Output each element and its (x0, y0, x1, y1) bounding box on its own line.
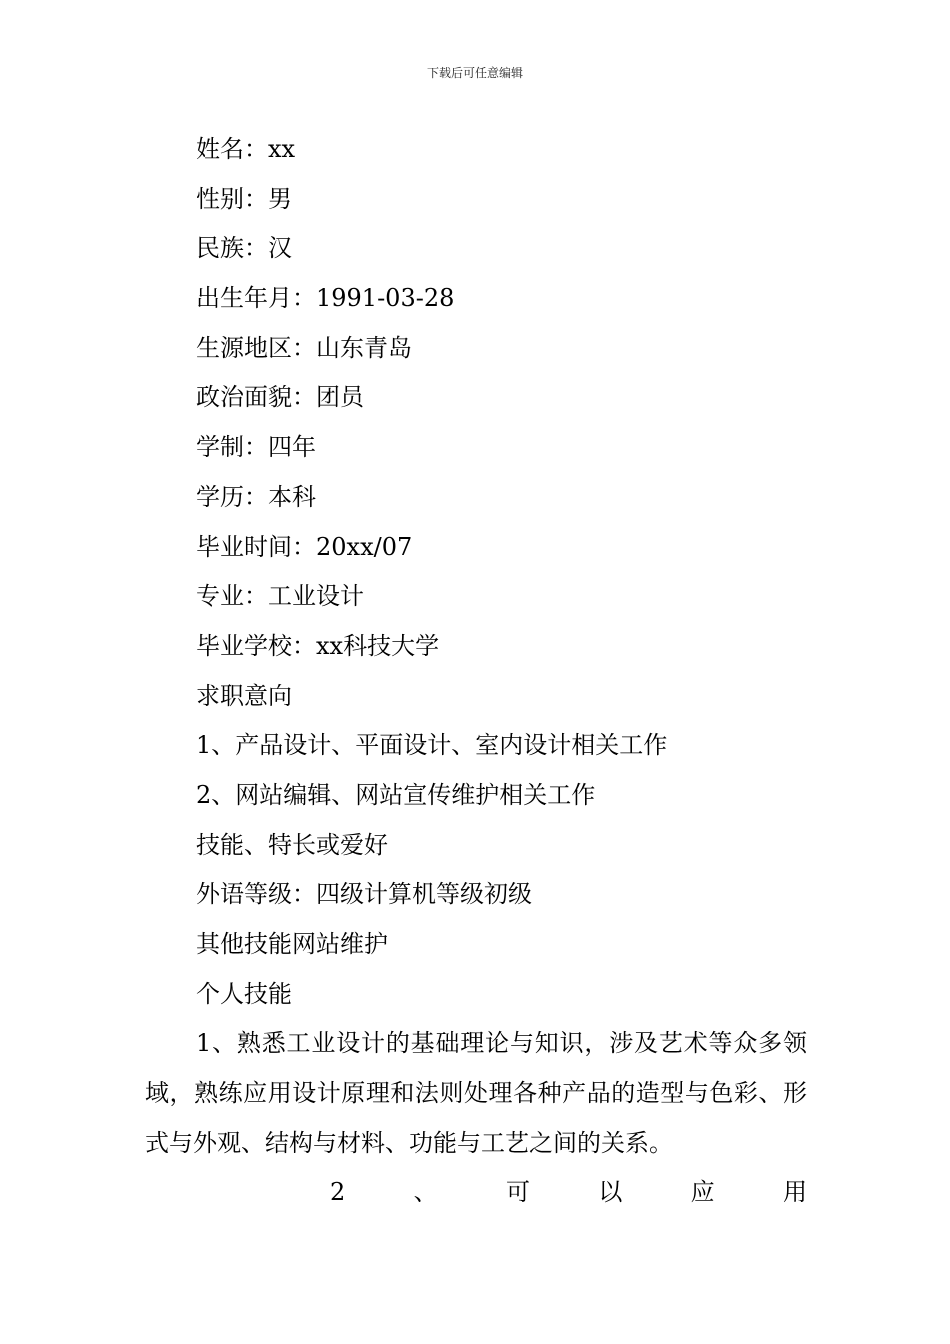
job-intention-item-2: 2、网站编辑、网站宣传维护相关工作 (196, 780, 596, 809)
section-heading-skills: 技能、特长或爱好 (196, 830, 388, 859)
field-education: 学历：本科 (196, 482, 316, 511)
field-gender: 性别：男 (196, 184, 292, 213)
personal-skill-paragraph-1: 1、熟悉工业设计的基础理论与知识，涉及艺术等众多领域，熟练应用设计原理和法则处理各种产品的造型与色彩、形式与外观、结构与材料、功能与工艺之间的关系。 (145, 1029, 807, 1157)
field-birth-date: 出生年月：1991-03-28 (196, 284, 455, 313)
field-origin-region: 生源地区：山东青岛 (196, 333, 412, 362)
spread-char: 2 (330, 1178, 346, 1207)
page-header: 下载后可任意编辑 (426, 66, 523, 80)
spread-char: 、 (413, 1178, 438, 1207)
section-heading-personal-skills: 个人技能 (196, 979, 292, 1008)
spread-char: 可 (505, 1178, 530, 1207)
field-political-status: 政治面貌：团员 (196, 383, 364, 412)
field-graduation-date: 毕业时间：20xx/07 (196, 532, 413, 561)
spread-char: 用 (783, 1178, 807, 1207)
field-other-skills: 其他技能网站维护 (196, 930, 388, 958)
spread-char: 以 (598, 1178, 623, 1207)
spread-char: 应 (690, 1178, 715, 1207)
field-name: 姓名：xx (196, 135, 296, 163)
field-language-level: 外语等级：四级计算机等级初级 (196, 880, 532, 909)
job-intention-item-1: 1、产品设计、平面设计、室内设计相关工作 (196, 731, 668, 760)
field-school: 毕业学校：xx科技大学 (196, 631, 440, 660)
field-major: 专业：工业设计 (196, 582, 364, 611)
section-heading-job-intention: 求职意向 (196, 681, 292, 710)
field-ethnicity: 民族：汉 (196, 234, 292, 263)
document-body (145, 125, 807, 1218)
field-study-length: 学制：四年 (196, 433, 316, 462)
personal-skill-line-2 (145, 1168, 807, 1218)
